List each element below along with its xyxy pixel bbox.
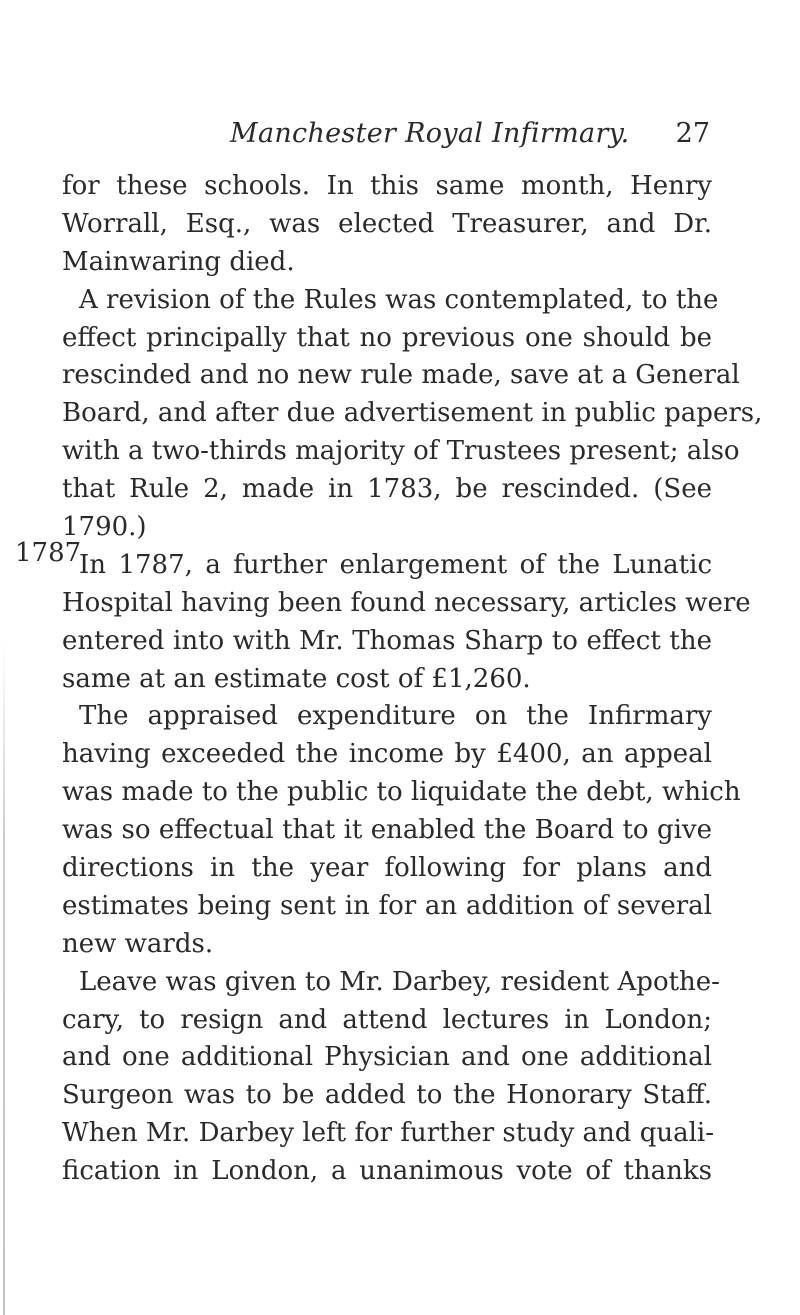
text-line: fication in London, a unanimous vote of thanks — [62, 1156, 712, 1187]
body-text — [62, 168, 763, 1191]
text-line: for these schools. In this same month, Henry — [62, 171, 712, 201]
text-line: 1790.) — [62, 512, 147, 543]
text-line: was so effectual that it enabled the Board to give — [62, 815, 712, 846]
text-line: was made to the public to liquidate the debt, which — [62, 777, 741, 808]
text-line: Worrall, Esq., was elected Treasurer, and Dr. — [62, 208, 712, 239]
text-line: new wards. — [62, 928, 214, 959]
text-line: Leave was given to Mr. Darbey, resident Apothe- — [79, 966, 720, 997]
margin-year-note: 1787 — [15, 538, 82, 568]
text-line: estimates being sent in for an addition of several — [62, 890, 712, 921]
text-line: effect principally that no previous one should be — [62, 322, 712, 353]
page-number: 27 — [675, 118, 710, 149]
text-line: having exceeded the income by £400, an appeal — [62, 739, 712, 770]
text-line: cary, to resign and attend lectures in London; — [62, 1004, 712, 1035]
text-line: The appraised expenditure on the Infirmary — [79, 701, 712, 732]
text-line: Surgeon was to be added to the Honorary Staff. — [62, 1080, 712, 1111]
text-line: Board, and after due advertisement in public papers, — [62, 398, 763, 429]
text-line: directions in the year following for plans and — [62, 853, 712, 884]
text-line: When Mr. Darbey left for further study and quali- — [62, 1118, 715, 1149]
running-header — [230, 118, 710, 158]
text-line: with a two-thirds majority of Trustees present; also — [62, 436, 740, 467]
text-line: that Rule 2, made in 1783, be rescinded. (See — [62, 474, 712, 505]
page-edge-shadow — [3, 640, 5, 1315]
text-line: same at an estimate cost of £1,260. — [62, 663, 531, 694]
text-line: Mainwaring died. — [62, 246, 295, 277]
text-line: and one additional Physician and one additional — [62, 1042, 712, 1073]
text-line: A revision of the Rules was contemplated, to the — [79, 284, 719, 315]
text-line: In 1787, a further enlargement of the Lunatic — [79, 549, 712, 580]
text-line: rescinded and no new rule made, save at a General — [62, 360, 740, 391]
running-title: Manchester Royal Infirmary. — [230, 118, 630, 149]
text-line: entered into with Mr. Thomas Sharp to effect the — [62, 625, 712, 656]
text-line: Hospital having been found necessary, articles were — [62, 587, 751, 618]
